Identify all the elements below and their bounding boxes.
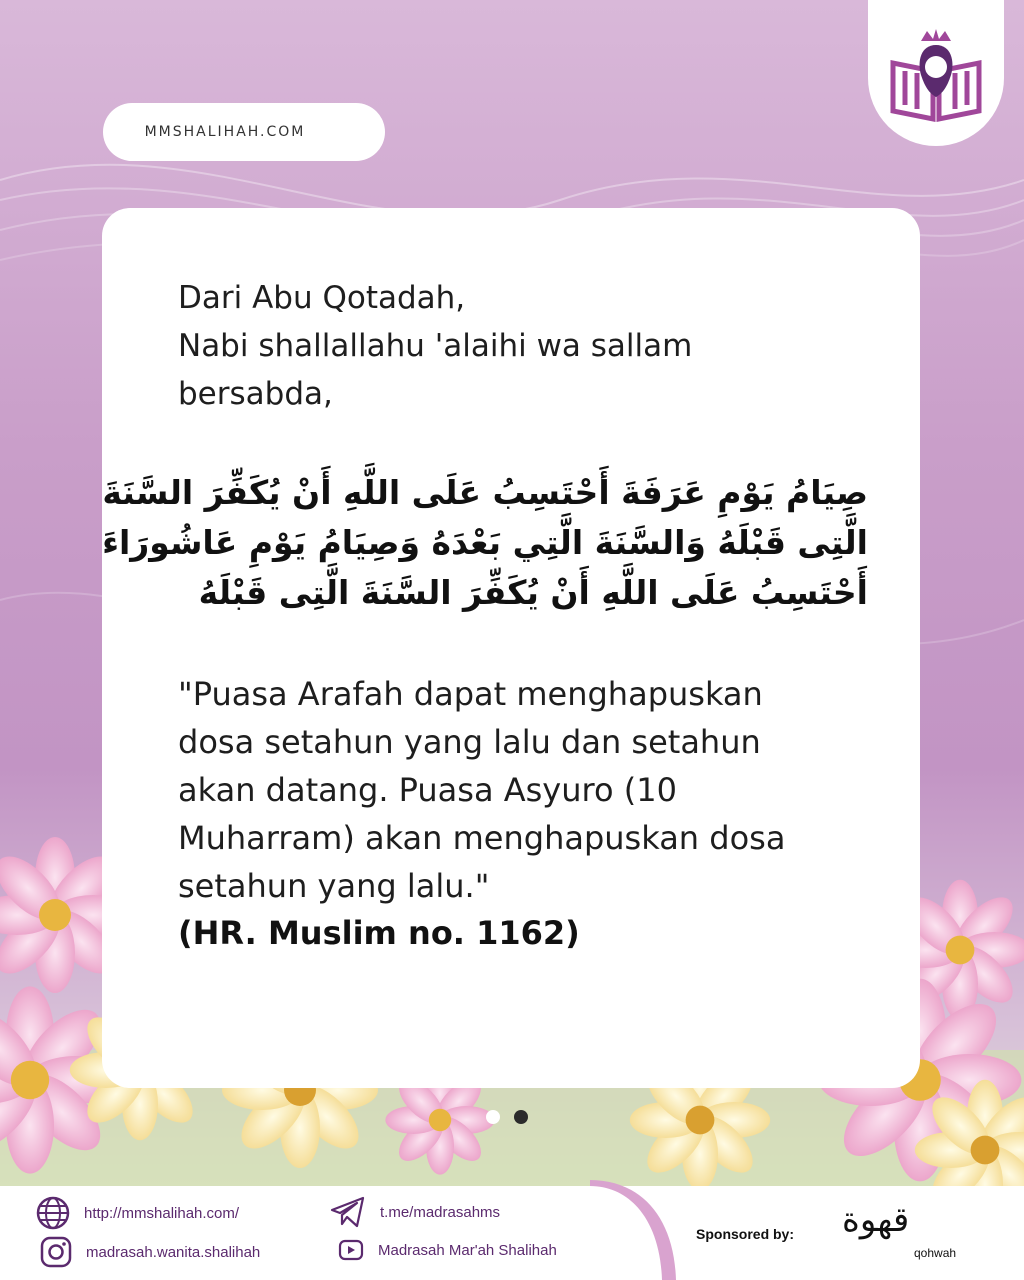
- sponsor-logo[interactable]: [836, 1200, 966, 1270]
- intro-line: Nabi shallallahu 'alaihi wa sallam: [178, 328, 693, 364]
- translation-line: dosa setahun yang lalu dan setahun: [178, 723, 761, 761]
- instagram-icon: [40, 1236, 72, 1268]
- hadith-card: [102, 208, 920, 1088]
- arabic-line: أَحْتَسِبُ عَلَى اللَّهِ أَنْ يُكَفِّرَ السَّنَةَ الَّتِى قَبْلَهُ: [198, 573, 868, 612]
- hadith-translation: [178, 670, 888, 910]
- hadith-intro: [178, 274, 878, 418]
- footer-instagram[interactable]: [40, 1236, 260, 1268]
- arabic-text: [102, 468, 868, 618]
- sponsored-by-label: Sponsored by:: [696, 1226, 795, 1242]
- arabic-line: الَّتِى قَبْلَهُ وَالسَّنَةَ الَّتِي بَعْدَهُ وَصِيَامُ يَوْمِ عَاشُورَاءَ: [102, 523, 868, 562]
- site-url-pill[interactable]: [103, 103, 385, 161]
- footer-website[interactable]: [36, 1196, 239, 1230]
- translation-line: Muharram) akan menghapuskan dosa: [178, 819, 786, 857]
- brand-logo-icon: [881, 23, 991, 123]
- arabic-line: صِيَامُ يَوْمِ عَرَفَةَ أَحْتَسِبُ عَلَى اللَّهِ أَنْ يُكَفِّرَ السَّنَةَ: [102, 473, 868, 512]
- telegram-icon: [330, 1196, 366, 1228]
- footer-youtube[interactable]: [338, 1238, 557, 1262]
- hadith-source: (HR. Muslim no. 1162): [178, 914, 580, 952]
- carousel-pagination: [486, 1110, 528, 1124]
- site-url-label: MMSHALIHAH.COM: [144, 124, 306, 140]
- footer-accent-curve: [590, 1180, 680, 1280]
- intro-line: Dari Abu Qotadah,: [178, 280, 466, 316]
- brand-logo-tab: [868, 0, 1004, 146]
- website-link: http://mmshalihah.com/: [84, 1204, 240, 1222]
- translation-line: akan datang. Puasa Asyuro (10: [178, 771, 677, 809]
- translation-line: "Puasa Arafah dapat menghapuskan: [178, 675, 763, 713]
- translation-line: setahun yang lalu.": [178, 867, 490, 905]
- instagram-handle: madrasah.wanita.shalihah: [86, 1243, 261, 1261]
- intro-line: bersabda,: [178, 376, 333, 412]
- sponsor-logo-arabic: قهوة: [842, 1200, 910, 1240]
- footer-telegram[interactable]: [330, 1196, 500, 1228]
- telegram-link: t.me/madrasahms: [380, 1203, 501, 1221]
- pagination-dot-1[interactable]: [486, 1110, 500, 1124]
- youtube-icon: [338, 1238, 364, 1262]
- globe-icon: [36, 1196, 70, 1230]
- youtube-channel: Madrasah Mar'ah Shalihah: [378, 1241, 557, 1259]
- pagination-dot-2-active[interactable]: [514, 1110, 528, 1124]
- sponsor-logo-latin: qohwah: [914, 1246, 957, 1260]
